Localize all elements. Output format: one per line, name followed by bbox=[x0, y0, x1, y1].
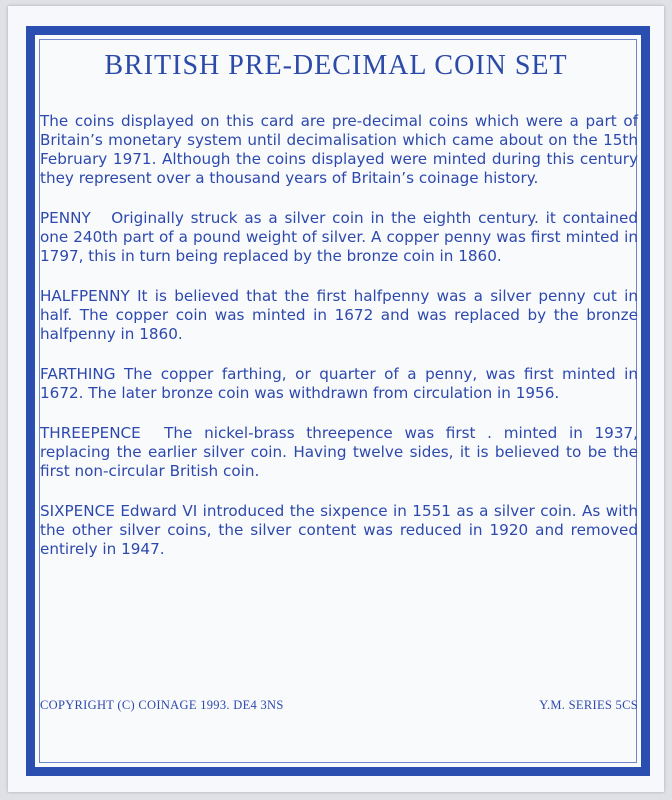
section-threepence bbox=[40, 424, 638, 481]
section-halfpenny bbox=[40, 287, 638, 344]
section-farthing bbox=[40, 365, 638, 403]
section-heading: SIXPENCE bbox=[40, 502, 115, 520]
section-penny bbox=[40, 209, 638, 266]
series-code: Y.M. SERIES 5CS bbox=[539, 698, 638, 712]
section-heading: PENNY bbox=[40, 209, 91, 227]
section-text: The nickel-brass threepence was first . minted in 1937, replacing the earlier silver coin. Having twelve sides, it is believed to be the first non-circular British coin. bbox=[40, 424, 638, 480]
intro-paragraph: The coins displayed on this card are pre-decimal coins which were a part of Britain’s monetary system until decimalisation which came about on the 15th February 1971. Although the coins displayed were minted during this century they represent over a thousand years of Britain’s coinage history. bbox=[40, 112, 638, 187]
section-text: Edward VI introduced the sixpence in 1551 as a silver coin. As with the other silver coins, the silver content was reduced in 1920 and removed entirely in 1947. bbox=[40, 502, 639, 558]
section-heading: HALFPENNY bbox=[40, 287, 130, 305]
coin-set-card bbox=[8, 6, 664, 792]
section-sixpence bbox=[40, 502, 638, 559]
section-text: It is believed that the first halfpenny was a silver penny cut in half. The copper coin was minted in 1672 and was replaced by the bronze halfpenny in 1860. bbox=[40, 287, 639, 343]
copyright-text: COPYRIGHT (C) COINAGE 1993. DE4 3NS bbox=[40, 698, 284, 712]
section-heading: FARTHING bbox=[40, 365, 116, 383]
page-title: BRITISH PRE-DECIMAL COIN SET bbox=[104, 50, 568, 81]
card-text bbox=[40, 112, 638, 580]
section-text: The copper farthing, or quarter of a penny, was first minted in 1672. The later bronze coin was withdrawn from circulation in 1956. bbox=[40, 365, 638, 402]
section-heading: THREEPENCE bbox=[40, 424, 141, 442]
footer bbox=[40, 698, 638, 713]
section-text: Originally struck as a silver coin in the eighth century. it contained one 240th part of a pound weight of silver. A copper penny was first minted in 1797, this in turn being replaced by the bronze coin in 1860. bbox=[40, 209, 639, 265]
